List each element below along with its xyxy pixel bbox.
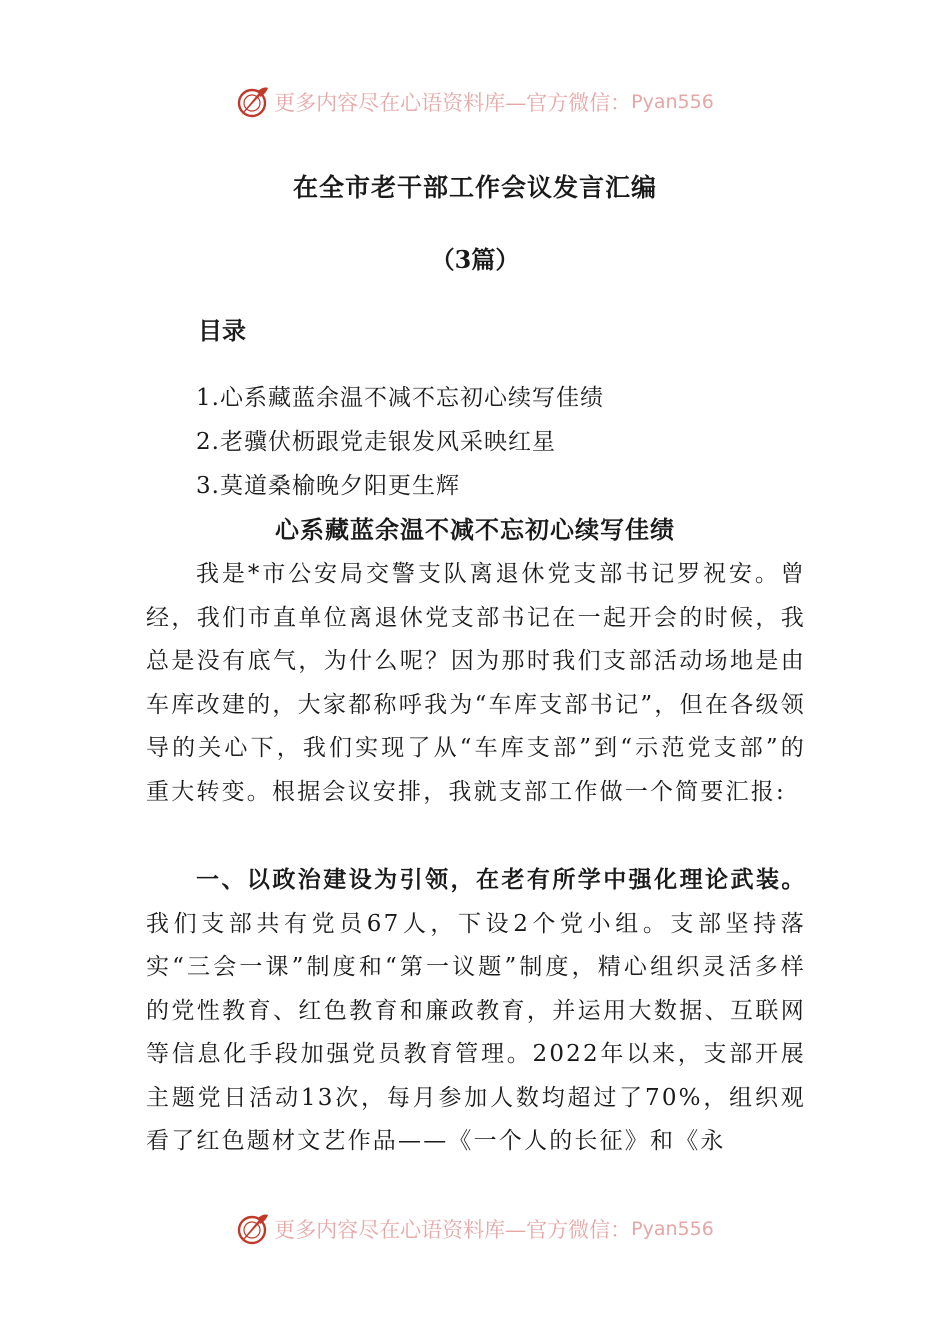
footer-watermark: [0, 1209, 950, 1249]
watermark-text: 更多内容尽在心语资料库—官方微信：: [274, 1218, 632, 1242]
paragraph-section-1: [146, 858, 806, 1164]
paragraph-intro: 我是*市公安局交警支队离退休党支部书记罗祝安。曾经，我们市直单位离退休党支部书记在一起开会的时候，我总是没有底气，为什么呢？因为那时我们支部活动场地是由车库改建的，大家都称呼我为“车库支部书记”，但在各级领导的关心下，我们实现了从“车库支部”到“示范党支部”的重大转变。根据会议安排，我就支部工作做一个简要汇报:: [146, 561, 806, 805]
document-title: 在全市老干部工作会议发言汇编: [292, 173, 657, 202]
section-1-body: 我们支部共有党员67人，下设2个党小组。支部坚持落实“三会一课”制度和“第一议题”制度，精心组织灵活多样的党性教育、红色教育和廉政教育，并运用大数据、互联网等信息化手段加强党员教育管理。2022年以来，支部开展主题党日活动13次，每月参加人数均超过了70%，组织观看了红色题材文艺作品——《一个人的长征》和《永: [146, 910, 806, 1154]
toc-heading: 目录: [198, 316, 246, 345]
watermark-wechat-id: Pyan556: [631, 1218, 714, 1240]
toc-item-1: 1.心系藏蓝余温不减不忘初心续写佳绩: [196, 385, 604, 411]
watermark-wechat-id: Pyan556: [631, 91, 714, 113]
document-subtitle: （3篇）: [430, 245, 520, 274]
article-title: 心系藏蓝余温不减不忘初心续写佳绩: [275, 515, 675, 544]
toc-item-3: 3.莫道桑榆晚夕阳更生辉: [196, 473, 460, 499]
header-watermark: [0, 82, 950, 122]
watermark-text: 更多内容尽在心语资料库—官方微信：: [274, 91, 632, 115]
table-of-contents: [196, 376, 604, 508]
toc-item-2: 2.老骥伏枥跟党走银发风采映红星: [196, 429, 556, 455]
section-1-heading: 一、以政治建设为引领，在老有所学中强化理论武装。: [196, 866, 806, 893]
quill-seal-icon: [236, 1212, 270, 1246]
quill-seal-icon: [236, 85, 270, 119]
